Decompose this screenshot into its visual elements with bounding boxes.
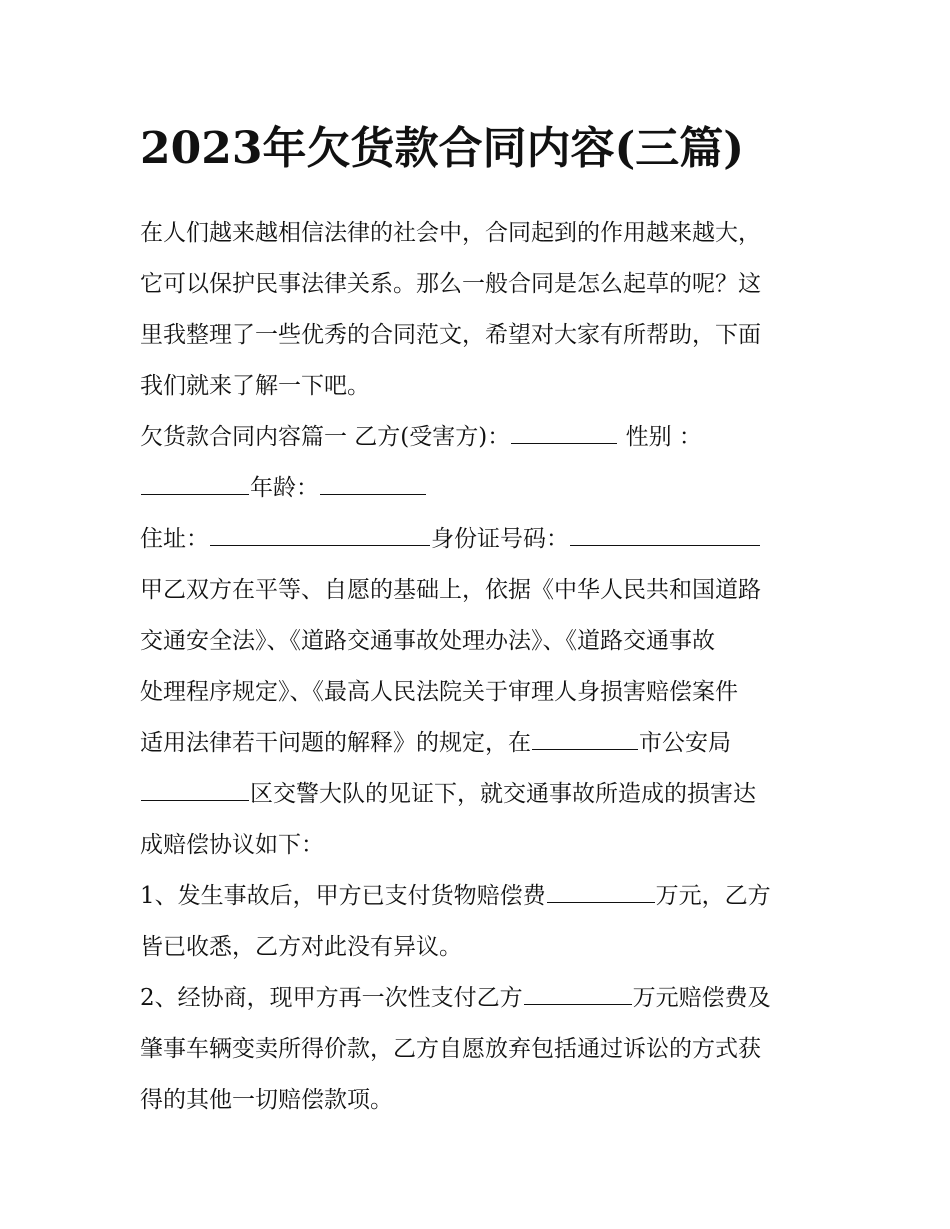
agreement-paragraph <box>140 565 812 871</box>
document-page <box>140 118 812 1126</box>
agreement-city-line <box>140 718 812 769</box>
intro-line: 里我整理了一些优秀的合同范文，希望对大家有所帮助，下面 <box>140 322 761 348</box>
clause-2-line: 肇事车辆变卖所得价款，乙方自愿放弃包括通过诉讼的方式获 <box>140 1036 761 1062</box>
intro-paragraph <box>140 208 812 412</box>
clause-text: 1、发生事故后，甲方已支付货物赔偿费 <box>140 883 546 909</box>
agreement-district-line <box>140 769 812 820</box>
city-blank <box>532 731 638 750</box>
id-label: 身份证号码： <box>431 526 569 552</box>
agreement-line: 处理程序规定》、《最高人民法院关于审理人身损害赔偿案件 <box>140 679 738 705</box>
clause-text: 万元赔偿费及 <box>632 985 771 1011</box>
id-number-blank <box>570 527 760 546</box>
gender-age-line <box>140 463 812 514</box>
clause-1-line: 皆已收悉，乙方对此没有异议。 <box>140 934 462 960</box>
agreement-line: 交通安全法》、《道路交通事故处理办法》、《道路交通事故 <box>140 628 715 654</box>
intro-line: 我们就来了解一下吧。 <box>140 373 370 399</box>
clause-1-line <box>140 871 812 922</box>
address-blank <box>210 527 430 546</box>
agreement-text: 区交警大队的见证下，就交通事故所造成的损害达 <box>250 781 756 807</box>
document-title: 2023年欠货款合同内容(三篇) <box>140 123 745 174</box>
party-b-heading-line <box>140 412 812 463</box>
clause-2 <box>140 973 812 1126</box>
age-label: 年龄： <box>250 475 319 501</box>
agreement-line: 成赔偿协议如下： <box>140 832 324 858</box>
address-label: 住址： <box>140 526 209 552</box>
clause-2-line <box>140 973 812 1024</box>
intro-line: 它可以保护民事法律关系。那么一般合同是怎么起草的呢？这 <box>140 271 761 297</box>
name-blank <box>511 425 617 444</box>
age-blank <box>320 476 426 495</box>
compensation-amount-blank <box>524 986 632 1005</box>
intro-line: 在人们越来越相信法律的社会中，合同起到的作用越来越大， <box>140 220 761 246</box>
agreement-line: 甲乙双方在平等、自愿的基础上，依据《中华人民共和国道路 <box>140 577 761 603</box>
gender-label: 性别 ： <box>625 424 702 450</box>
gender-blank <box>141 476 249 495</box>
clause-text: 2、经协商，现甲方再一次性支付乙方 <box>140 985 523 1011</box>
agreement-text: 市公安局 <box>639 730 731 756</box>
clause-text: 万元，乙方 <box>655 883 771 909</box>
address-id-line <box>140 514 812 565</box>
clause-2-line: 得的其他一切赔偿款项。 <box>140 1087 393 1113</box>
paid-amount-blank <box>547 884 655 903</box>
party-b-heading: 欠货款合同内容篇一 乙方(受害方)： <box>140 424 511 450</box>
party-b-section <box>140 412 812 565</box>
district-blank <box>141 782 249 801</box>
agreement-text: 适用法律若干问题的解释》的规定，在 <box>140 730 531 756</box>
clause-1 <box>140 871 812 973</box>
